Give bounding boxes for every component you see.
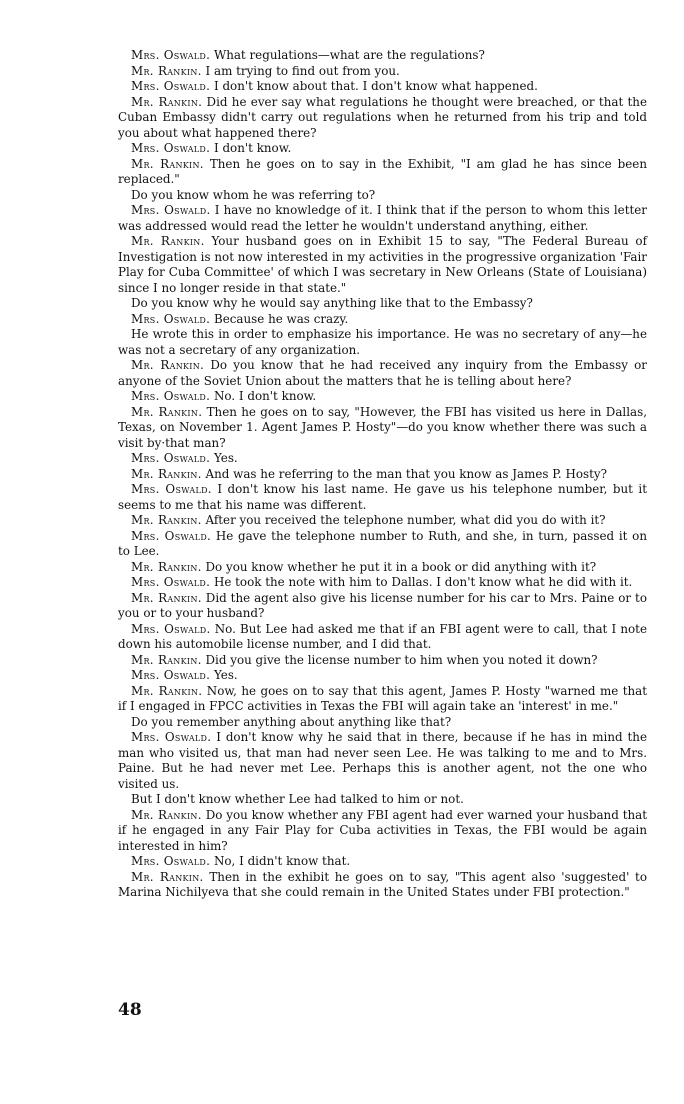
paragraph-text: Then in the exhibit he goes on to say, "This agent also 'suggested' to Marina Nichilyeva that she could remain in the United States under FBI protection." [118, 869, 647, 899]
testimony-paragraph [118, 157, 647, 188]
paragraph-text: Yes. [210, 668, 238, 682]
paragraph-text: I don't know his last name. He gave us his telephone number, but it seems to me that his name was different. [118, 482, 647, 512]
speaker-name: Mr. Rankin. [131, 683, 203, 698]
testimony-paragraph [118, 854, 647, 870]
testimony-paragraph [118, 234, 647, 296]
testimony-paragraph [118, 684, 647, 715]
paragraph-text: After you received the telephone number, what did you do with it? [201, 513, 606, 527]
speaker-name: Mr. Rankin. [131, 94, 203, 109]
speaker-name: Mr. Rankin. [131, 652, 202, 667]
speaker-name: Mrs. Oswald. [131, 48, 211, 62]
paragraph-text: He wrote this in order to emphasize his importance. He was no secretary of any—he was not a secretary of any organization. [118, 327, 647, 357]
paragraph-text: No. I don't know. [210, 389, 317, 403]
page-number: 48 [118, 1000, 142, 1020]
testimony-paragraph [118, 188, 647, 204]
speaker-name: Mr. Rankin. [131, 156, 204, 171]
testimony-paragraph [118, 715, 647, 731]
testimony-paragraph [118, 513, 647, 529]
speaker-name: Mrs. Oswald. [131, 141, 211, 155]
paragraph-text: No, I didn't know that. [210, 854, 351, 868]
speaker-name: Mr. Rankin. [131, 358, 205, 372]
testimony-paragraph [118, 312, 647, 328]
paragraph-text: Do you know why he would say anything like that to the Embassy? [131, 296, 533, 310]
speaker-name: Mrs. Oswald. [131, 854, 211, 868]
testimony-paragraph [118, 560, 647, 576]
speaker-name: Mrs. Oswald. [131, 482, 212, 496]
speaker-name: Mrs. Oswald. [131, 79, 211, 93]
testimony-paragraph [118, 358, 647, 389]
speaker-name: Mrs. Oswald. [131, 203, 211, 217]
speaker-name: Mrs. Oswald. [131, 575, 211, 589]
paragraph-text: Do you know whether any FBI agent had ever warned your husband that if he engaged in any Fair Play for Cuba activities in Texas, the FBI would be again interested in him? [118, 807, 647, 853]
testimony-paragraph [118, 327, 647, 358]
speaker-name: Mr. Rankin. [131, 807, 202, 822]
speaker-name: Mr. Rankin. [131, 559, 202, 574]
speaker-name: Mr. Rankin. [131, 869, 204, 884]
testimony-paragraph [118, 451, 647, 467]
paragraph-text: No. But Lee had asked me that if an FBI agent were to call, that I note down his automobile license number, and I did that. [118, 621, 647, 651]
speaker-name: Mrs. Oswald. [131, 389, 211, 403]
speaker-name: Mr. Rankin. [131, 63, 202, 78]
paragraph-text: Did he ever say what regulations he thought were breached, or that the Cuban Embassy didn't carry out regulations when he returned from his trip and told you about what happened there? [118, 94, 647, 140]
testimony-paragraph [118, 48, 647, 64]
paragraph-text: I don't know why he said that in there, because if he has in mind the man who visited us, that man had never seen Lee. He was talking to me and to Mrs. Paine. But he had never met Lee. Perhaps this is another agent, not the one who visited us. [118, 730, 647, 791]
testimony-paragraph [118, 653, 647, 669]
paragraph-text: And was he referring to the man that you know as James P. Hosty? [201, 466, 607, 481]
paragraph-text: What regulations—what are the regulations? [210, 48, 485, 62]
paragraph-text: But I don't know whether Lee had talked to him or not. [131, 792, 464, 806]
paragraph-text: He took the note with him to Dallas. I don't know what he did with it. [210, 575, 633, 589]
speaker-name: Mrs. Oswald. [131, 668, 211, 682]
testimony-paragraph [118, 792, 647, 808]
testimony-paragraph [118, 141, 647, 157]
testimony-paragraph [118, 389, 647, 405]
testimony-paragraph [118, 79, 647, 95]
paragraph-text: I don't know. [210, 141, 292, 155]
paragraph-text: I don't know about that. I don't know what happened. [210, 79, 538, 93]
paragraph-text: Your husband goes on in Exhibit 15 to say, "The Federal Bureau of Investigation is not now interested in my activities in the progressive organization 'Fair Play for Cuba Committee' of which I was secretary in New Orleans (State of Louisiana) since I no longer reside in that state." [118, 234, 647, 295]
speaker-name: Mrs. Oswald. [131, 311, 211, 326]
paragraph-text: Do you know whom he was referring to? [131, 187, 376, 202]
testimony-paragraph [118, 64, 647, 80]
testimony-paragraph [118, 730, 647, 792]
testimony-paragraph [118, 95, 647, 142]
paragraph-text: Do you remember anything about anything like that? [131, 714, 452, 729]
paragraph-text: Did you give the license number to him when you noted it down? [201, 652, 598, 667]
paragraph-text: Did the agent also give his license number for his car to Mrs. Paine or to you or to your husband? [118, 590, 647, 620]
paragraph-text: He gave the telephone number to Ruth, and she, in turn, passed it on to Lee. [118, 528, 647, 558]
speaker-name: Mrs. Oswald. [131, 730, 212, 744]
paragraph-text: Do you know that he had received any inquiry from the Embassy or anyone of the Soviet Union about the matters that he is telling about here? [118, 358, 647, 388]
testimony-paragraph [118, 482, 647, 513]
paragraph-text: Then he goes on to say in the Exhibit, "I am glad he has since been replaced." [118, 156, 647, 186]
testimony-paragraph [118, 591, 647, 622]
paragraph-text: Yes. [210, 451, 238, 465]
transcript-body [118, 48, 647, 901]
testimony-paragraph [118, 870, 647, 901]
testimony-paragraph [118, 622, 647, 653]
speaker-name: Mr. Rankin. [131, 234, 205, 248]
speaker-name: Mrs. Oswald. [131, 528, 212, 543]
testimony-paragraph [118, 405, 647, 452]
testimony-paragraph [118, 467, 647, 483]
speaker-name: Mr. Rankin. [131, 404, 203, 419]
speaker-name: Mr. Rankin. [131, 590, 202, 605]
testimony-paragraph [118, 529, 647, 560]
testimony-paragraph [118, 296, 647, 312]
speaker-name: Mr. Rankin. [131, 513, 202, 527]
paragraph-text: I have no knowledge of it. I think that if the person to whom this letter was addressed would read the letter he wouldn't understand anything, either. [118, 203, 647, 233]
paragraph-text: I am trying to find out from you. [201, 63, 400, 78]
testimony-paragraph [118, 668, 647, 684]
speaker-name: Mr. Rankin. [131, 466, 202, 481]
paragraph-text: Because he was crazy. [210, 311, 349, 326]
speaker-name: Mrs. Oswald. [131, 451, 211, 465]
paragraph-text: Now, he goes on to say that this agent, James P. Hosty "warned me that if I engaged in FPCC activities in Texas the FBI will again take an 'interest' in me." [118, 683, 647, 713]
testimony-paragraph [118, 808, 647, 855]
testimony-paragraph [118, 203, 647, 234]
testimony-paragraph [118, 575, 647, 591]
speaker-name: Mrs. Oswald. [131, 621, 211, 636]
paragraph-text: Do you know whether he put it in a book or did anything with it? [201, 559, 597, 574]
paragraph-text: Then he goes on to say, "However, the FBI has visited us here in Dallas, Texas, on November 1. Agent James P. Hosty"—do you know whether there was such a visit by·that man? [118, 404, 647, 450]
